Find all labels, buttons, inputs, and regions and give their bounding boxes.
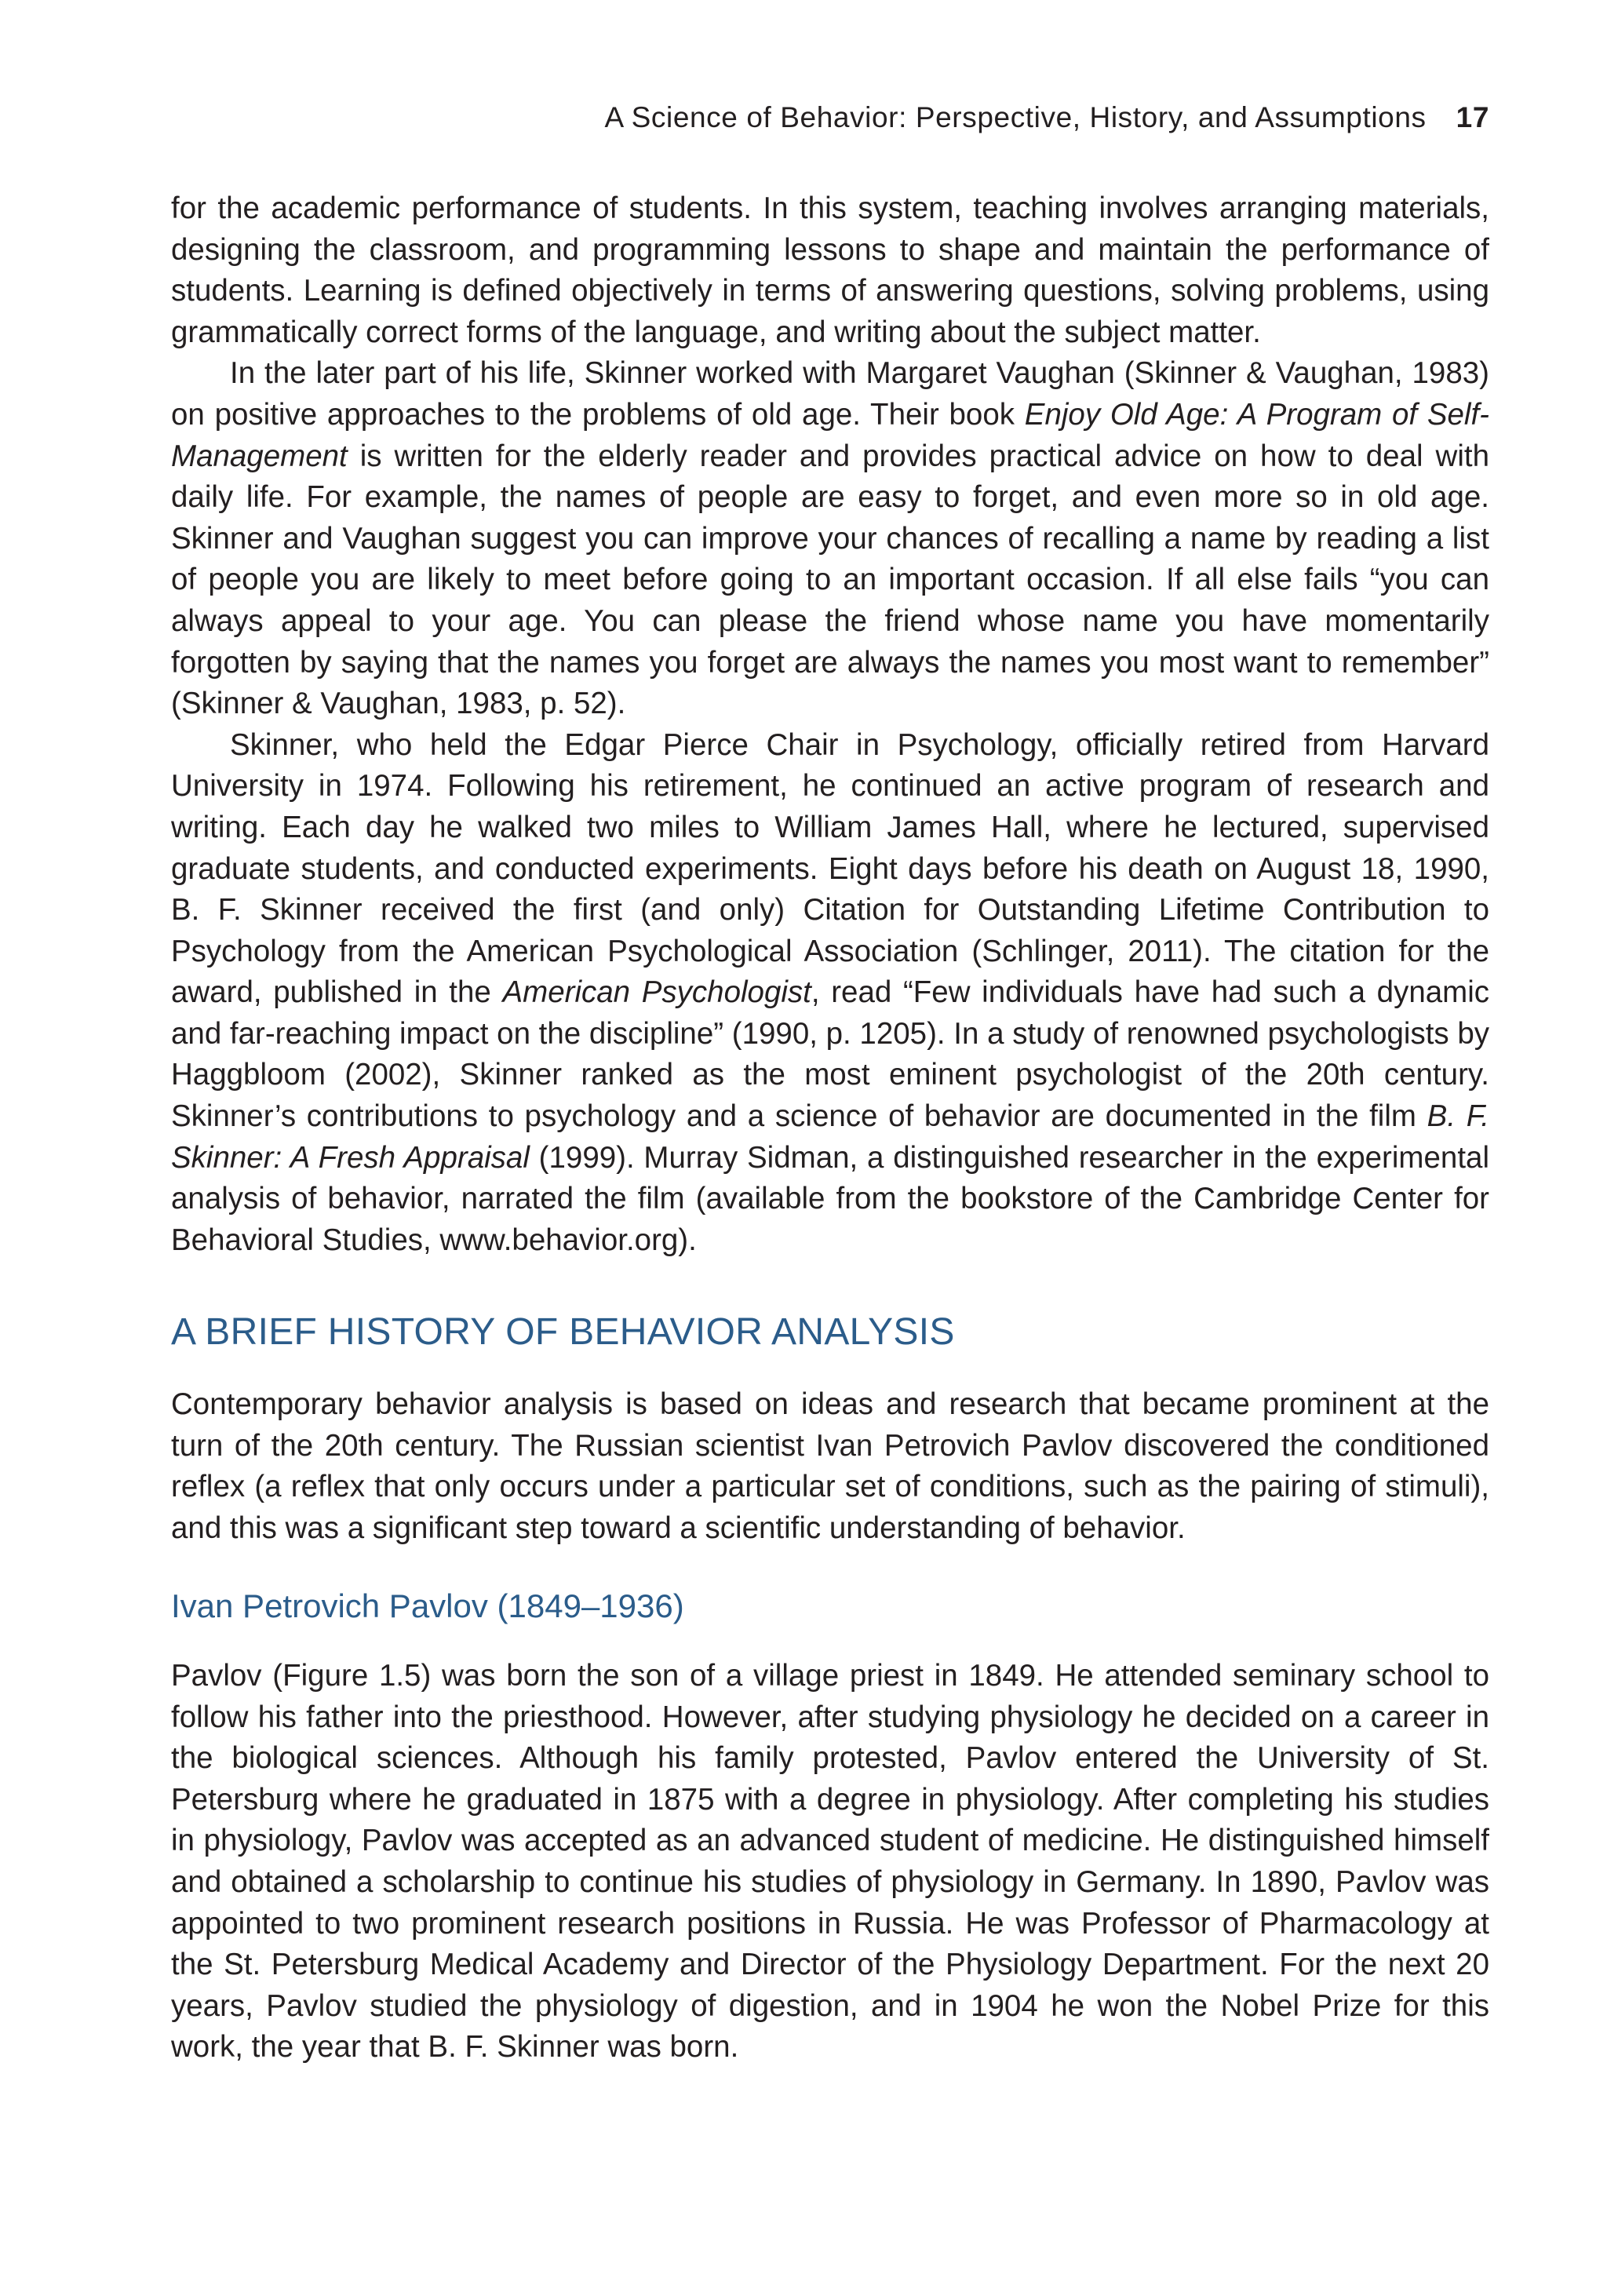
paragraph-teaching: for the academic performance of students. In this system, teaching involves arranging materials, designing the classroom, and programming lessons to shape and maintain the performance of students. Learning is defined objectively in terms of answering questions, solving problems, using grammatically correct forms of the language, and writing about the subject matter. [171, 191, 1489, 349]
journal-title-american-psychologist: American Psychologist [502, 975, 811, 1010]
text-block-pavlov [171, 1656, 1489, 2068]
text-block-skinner [171, 188, 1489, 1261]
subsection-heading: Ivan Petrovich Pavlov (1849–1936) [171, 1587, 684, 1624]
book-title-enjoy-old-age: Enjoy Old Age: A Program of Self-Management [171, 397, 1490, 473]
paragraph-retirement-text-1: Skinner, who held the Edgar Pierce Chair in Psychology, officially retired from Harvard University in 1974. Following his retirement, he continued an active program of research and writing. Each day he walked two miles to William James Hall, where he lectured, supervised graduate students, and conducted experiments. Eight days before his death on August 18, 1990, B. F. Skinner received the first (and only) Citation for Outstanding Lifetime Contribution to Psychology from the American Psychological Association (Schlinger, 2011). The citation for the award, published in the [171, 727, 1489, 1010]
film-title-fresh-appraisal: B. F. Skinner: A Fresh Appraisal [171, 1099, 1489, 1175]
paragraph-history-intro: Contemporary behavior analysis is based on ideas and research that became prominent at the turn of the 20th century. The Russian scientist Ivan Petrovich Pavlov discovered the conditioned reflex (a reflex that only occurs under a particular set of conditions, such as the pairing of stimuli), and this was a significant step toward a scientific understanding of behavior. [171, 1387, 1489, 1545]
running-head [171, 99, 1489, 137]
paragraph-retirement [171, 725, 1489, 1262]
paragraph-old-age-text-1: In the later part of his life, Skinner worked with Margaret Vaughan (Skinner & Vaughan, 1983) on positive approaches to the problems of old age. Their book [171, 356, 1489, 432]
paragraph-retirement-text-3: (1999). Murray Sidman, a distinguished researcher in the experimental analysis of behavior, narrated the film (available from the bookstore of the Cambridge Center for Behavioral Studies, www.behavior.org). [171, 1140, 1489, 1257]
text-block-history [171, 1384, 1489, 1549]
running-head-title: A Science of Behavior: Perspective, History, and Assumptions [604, 101, 1427, 133]
paragraph-pavlov-biography: Pavlov (Figure 1.5) was born the son of a village priest in 1849. He attended seminary school to follow his father into the priesthood. However, after studying physiology he decided on a career in the biological sciences. Although his family protested, Pavlov entered the University of St. Petersburg where he graduated in 1875 with a degree in physiology. After completing his studies in physiology, Pavlov was accepted as an advanced student of medicine. He distinguished himself and obtained a scholarship to continue his studies of physiology in Germany. In 1890, Pavlov was appointed to two prominent research positions in Russia. He was Professor of Pharmacology at the St. Petersburg Medical Academy and Director of the Physiology Department. For the next 20 years, Pavlov studied the physiology of digestion, and in 1904 he won the Nobel Prize for this work, the year that B. F. Skinner was born. [171, 1659, 1489, 2065]
paragraph-retirement-text-2: , read “Few individuals have had such a dynamic and far-reaching impact on the discipline” (1990, p. 1205). In a study of renowned psychologists by Haggbloom (2002), Skinner ranked as the most eminent psychologist of the 20th century. Skinner’s contributions to psychology and a science of behavior are documented in the film [171, 975, 1490, 1134]
section-heading: A BRIEF HISTORY OF BEHAVIOR ANALYSIS [171, 1311, 955, 1353]
paragraph-old-age [171, 353, 1489, 724]
paragraph-old-age-text-2: is written for the elderly reader and provides practical advice on how to deal with daily life. For example, the names of people are easy to forget, and even more so in old age. Skinner and Vaughan suggest you can improve your chances of recalling a name by reading a list of people you are likely to meet before going to an important occasion. If all else fails “you can always appeal to your age. You can please the friend whose name you have momentarily forgotten by saying that the names you forget are always the names you most want to remember” (Skinner & Vaughan, 1983, p. 52). [171, 439, 1489, 721]
page-number: 17 [1456, 101, 1489, 133]
